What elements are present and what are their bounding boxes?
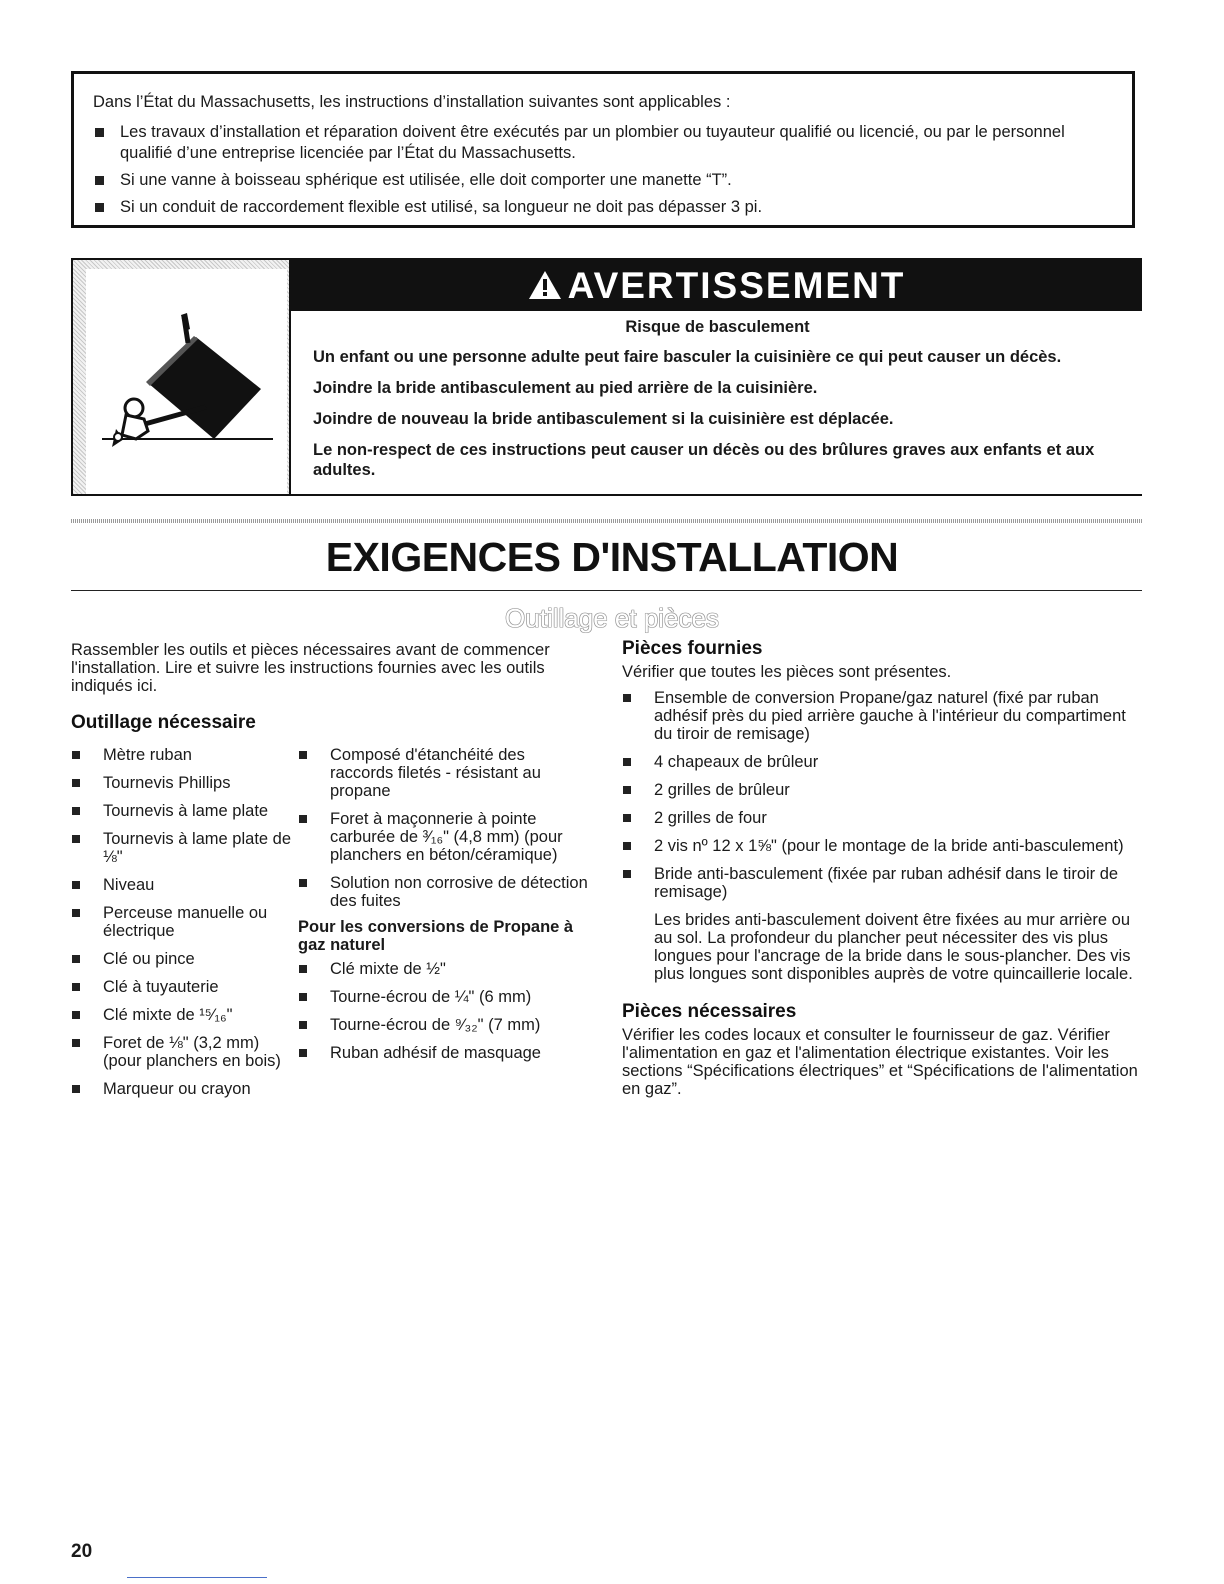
list-item: Clé à tuyauterie xyxy=(71,978,297,996)
list-item: Tourne-écrou de ⁹⁄₃₂" (7 mm) xyxy=(298,1016,590,1034)
list-item: Mètre ruban xyxy=(71,746,297,764)
tools-list-1 xyxy=(71,746,297,1098)
massachusetts-list xyxy=(93,122,1114,218)
supplied-parts-note: Les brides anti-basculement doivent être fixées au mur arrière ou au sol. La profondeur du plancher peut nécessiter des vis plus longues pour l'ancrage de la bride dans le sous-plancher. Des vis plus longues sont disponibles auprès de votre quincaillerie locale. xyxy=(654,911,1133,983)
warning-box xyxy=(71,258,1142,496)
list-item: Tourne-écrou de ¼" (6 mm) xyxy=(298,988,590,1006)
tools-heading-block xyxy=(71,712,371,734)
list-item: Clé mixte de ½" xyxy=(298,960,590,978)
list-item: Solution non corrosive de détection des fuites xyxy=(298,874,590,910)
list-item: 2 grilles de brûleur xyxy=(622,781,1142,799)
dotted-divider xyxy=(71,519,1142,523)
intro-text: Rassembler les outils et pièces nécessaires avant de commencer l'installation. Lire et suivre les instructions fournies avec les outils indiqués ici. xyxy=(71,641,550,695)
massachusetts-intro: Dans l’État du Massachusetts, les instructions d’installation suivantes sont applicables : xyxy=(93,93,731,111)
list-item: Marqueur ou crayon xyxy=(71,1080,297,1098)
list-item: Composé d'étanchéité des raccords filetés - résistant au propane xyxy=(298,746,590,800)
list-item: Perceuse manuelle ou électrique xyxy=(71,904,297,940)
intro-column xyxy=(71,641,591,695)
warning-triangle-icon xyxy=(528,262,562,313)
supplied-parts-list xyxy=(622,689,1142,901)
list-item: Ruban adhésif de masquage xyxy=(298,1044,590,1062)
list-item: Si un conduit de raccordement flexible est utilisé, sa longueur ne doit pas dépasser 3 pi. xyxy=(93,197,1114,218)
list-item: 2 vis nº 12 x 1⅝" (pour le montage de la bride anti-basculement) xyxy=(622,837,1142,855)
section-title: Outillage et pièces xyxy=(505,603,719,633)
list-item: Tournevis Phillips xyxy=(71,774,297,792)
tip-over-icon xyxy=(86,269,287,494)
list-item: 2 grilles de four xyxy=(622,809,1142,827)
propane-heading: Pour les conversions de Propane à gaz naturel xyxy=(298,918,574,954)
list-item: Foret de ⅛" (3,2 mm) (pour planchers en bois) xyxy=(71,1034,297,1070)
warning-panel xyxy=(289,260,1142,494)
list-item: Si une vanne à boisseau sphérique est utilisée, elle doit comporter une manette “T”. xyxy=(93,170,1114,191)
list-item: Les travaux d’installation et réparation doivent être exécutés par un plombier ou tuyauteur qualifié ou licencié, ou par le personnel qualifié d’une entreprise licenciée par l’État du Massachusetts. xyxy=(93,122,1114,164)
page-title: EXIGENCES D'INSTALLATION xyxy=(325,534,899,580)
supplied-parts-intro: Vérifier que toutes les pièces sont présentes. xyxy=(622,663,952,681)
list-item: 4 chapeaux de brûleur xyxy=(622,753,1142,771)
propane-list xyxy=(298,960,590,1062)
tools-heading: Outillage nécessaire xyxy=(71,712,256,733)
list-item: Foret à maçonnerie à pointe carburée de ³⁄₁₆" (4,8 mm) (pour planchers en béton/céramique) xyxy=(298,810,590,864)
list-item: Tournevis à lame plate de ⅛" xyxy=(71,830,297,866)
warning-risk: Risque de basculement xyxy=(625,318,810,336)
warning-line: Un enfant ou une personne adulte peut faire basculer la cuisinière ce qui peut causer un décès. xyxy=(313,348,1062,366)
list-item: Clé ou pince xyxy=(71,950,297,968)
page-number: 20 xyxy=(71,1541,93,1562)
needed-parts-heading: Pièces nécessaires xyxy=(622,1001,797,1022)
needed-parts-text: Vérifier les codes locaux et consulter le fournisseur de gaz. Vérifier l'alimentation en gaz et l'alimentation électrique existantes. Voir les sections “Spécifications électriques” et “Spécifications de l'alimentation en gaz”. xyxy=(622,1026,1138,1098)
warning-body xyxy=(291,311,1142,480)
warning-header xyxy=(291,260,1142,311)
warning-line: Le non-respect de ces instructions peut causer un décès ou des brûlures graves aux enfants et aux adultes. xyxy=(313,441,1095,479)
warning-line: Joindre la bride antibasculement au pied arrière de la cuisinière. xyxy=(313,379,818,397)
list-item: Clé mixte de ¹⁵⁄₁₆" xyxy=(71,1006,297,1024)
massachusetts-notice xyxy=(71,71,1135,228)
title-divider xyxy=(71,590,1142,591)
list-item: Bride anti-basculement (fixée par ruban adhésif dans le tiroir de remisage) xyxy=(622,865,1142,901)
warning-header-text: AVERTISSEMENT xyxy=(567,265,906,306)
supplied-parts-heading: Pièces fournies xyxy=(622,638,763,659)
tools-column-1 xyxy=(71,746,297,1108)
list-item: Niveau xyxy=(71,876,297,894)
tools-column-2 xyxy=(298,746,590,1072)
parts-column xyxy=(622,638,1142,1098)
list-item: Ensemble de conversion Propane/gaz naturel (fixé par ruban adhésif près du pied arrière gauche à l'intérieur du compartiment du tiroir de remisage) xyxy=(622,689,1142,743)
list-item: Tournevis à lame plate xyxy=(71,802,297,820)
bottom-rule xyxy=(127,1577,267,1578)
warning-line: Joindre de nouveau la bride antibasculement si la cuisinière est déplacée. xyxy=(313,410,894,428)
tools-list-2 xyxy=(298,746,590,910)
tip-over-illustration xyxy=(86,269,287,494)
